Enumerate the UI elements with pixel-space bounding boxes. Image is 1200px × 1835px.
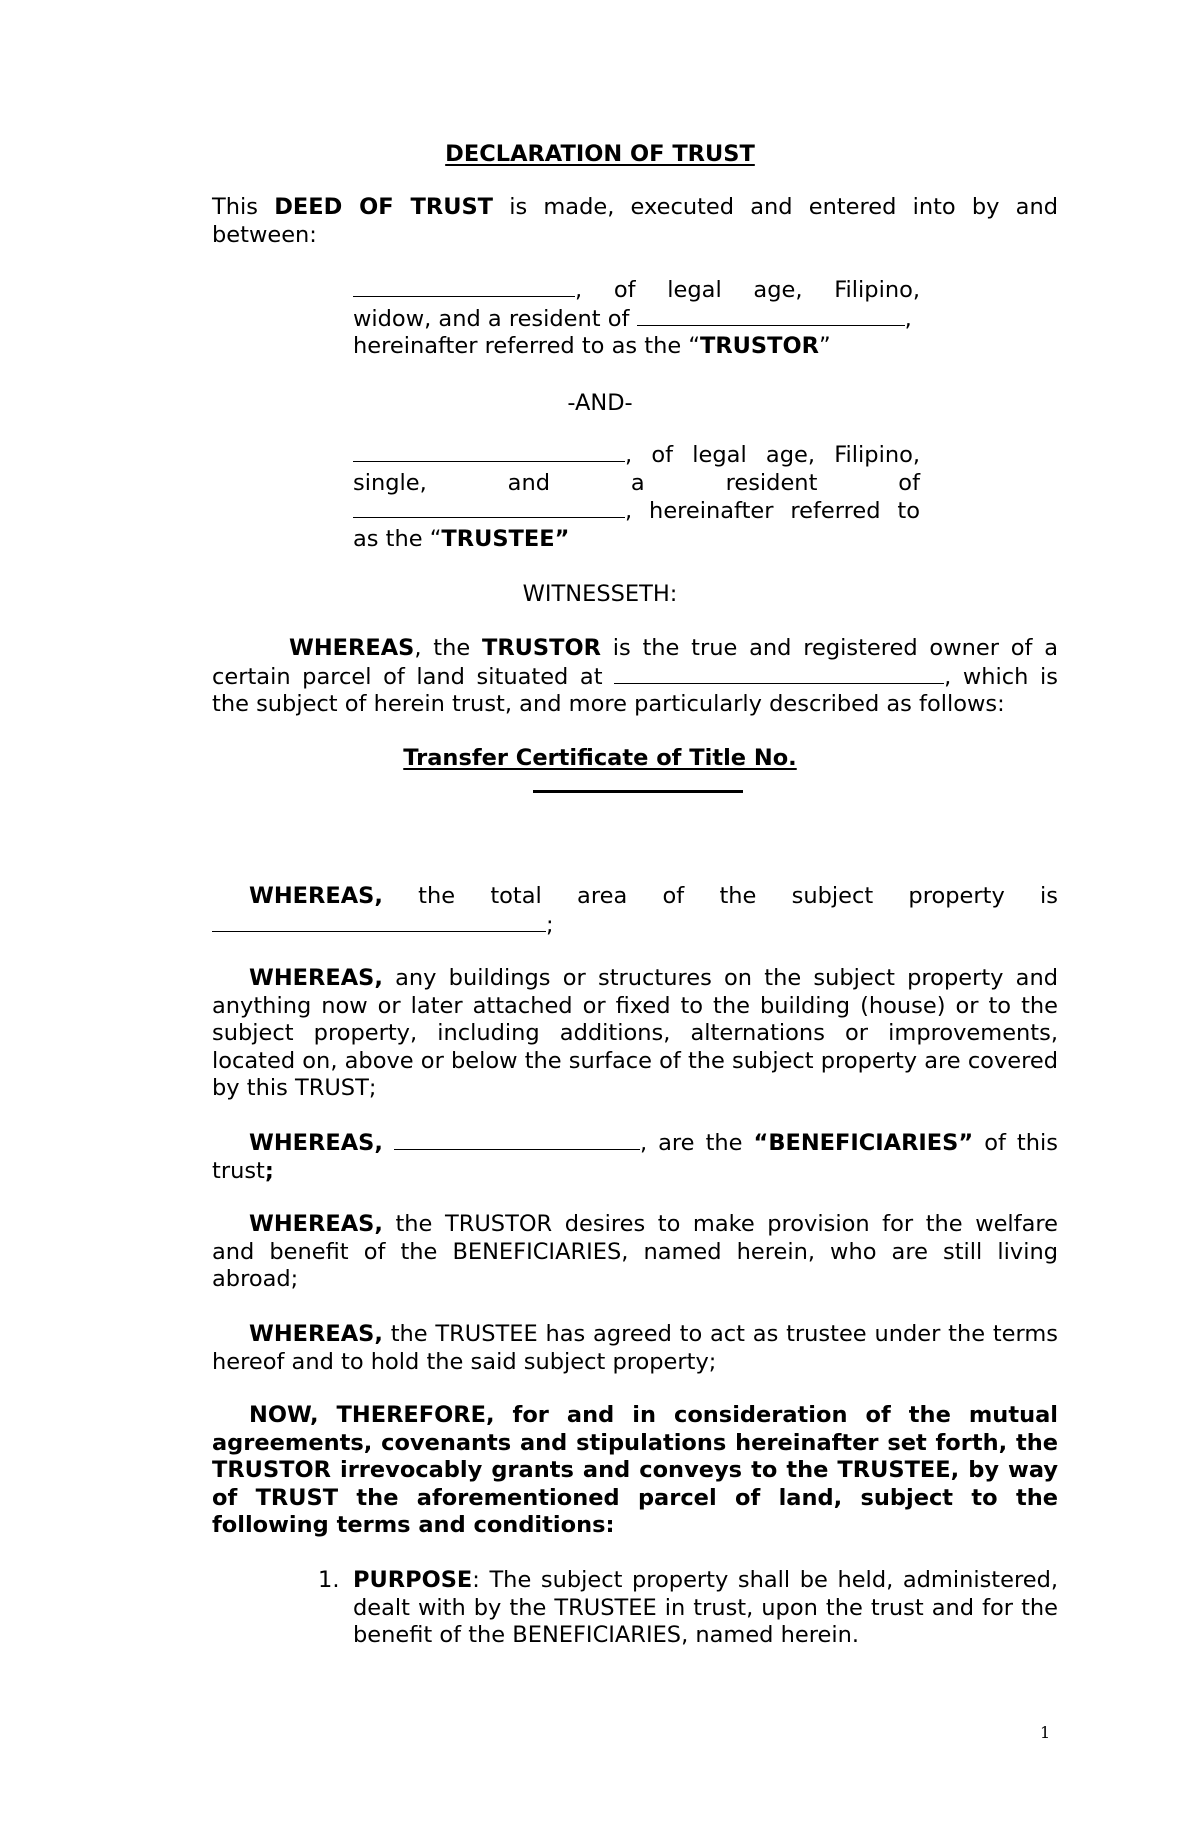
whereas-paragraph-3: WHEREAS, any buildings or structures on the subject property and anything now or later attached or fixed to the building (house) or to the subject property, including additions, alternations or improvements, located on, above or below the surface of the subject property are covered by this TRUST; (212, 965, 1059, 1101)
whereas-paragraph-1: WHEREAS, the TRUSTOR is the true and registered owner of a certain parcel of land situated at , which is the subject of herein trust, and more particularly described as follows: (212, 635, 1058, 717)
land-location-blank[interactable] (614, 663, 944, 684)
and-separator-wrap (0, 390, 1200, 418)
trustee-block: , of legal age, Filipino, single, and a resident of , hereinafter referred to as the “TRUSTEE” (353, 442, 920, 552)
item-1-paragraph: PURPOSE: The subject property shall be held, administered, dealt with by the TRUSTEE in trust, upon the trust and for the benefit of the BENEFICIARIES, named herein. (353, 1567, 1058, 1648)
now-therefore-paragraph: NOW, THEREFORE, for and in consideration of the mutual agreements, covenants and stipulations hereinafter set forth, the TRUSTOR irrevocably grants and conveys to the TRUSTEE, by way of TRUST the aforementioned parcel of land, subject to the following terms and conditions: (212, 1402, 1058, 1538)
whereas-paragraph-5: WHEREAS, the TRUSTOR desires to make provision for the welfare and benefit of the BENEFICIARIES, named herein, who are still living abroad; (212, 1211, 1058, 1292)
and-separator: -AND- (567, 390, 633, 416)
tct-heading-wrap (0, 745, 1200, 773)
whereas-paragraph-6: WHEREAS, the TRUSTEE has agreed to act as trustee under the terms hereof and to hold the said subject property; (212, 1321, 1059, 1375)
beneficiaries-blank[interactable] (394, 1129, 640, 1150)
trustee-name-blank[interactable] (353, 441, 625, 462)
total-area-blank[interactable] (212, 911, 546, 932)
page-number: 1 (1040, 1723, 1051, 1742)
tct-heading: Transfer Certificate of Title No. (403, 745, 797, 771)
tct-number-blank[interactable] (533, 790, 743, 793)
document-title: DECLARATION OF TRUST (445, 141, 755, 167)
item-1-label: PURPOSE (353, 1567, 473, 1593)
item-1-number: 1. (318, 1567, 340, 1593)
intro-paragraph: This DEED OF TRUST is made, executed and entered into by and between: (212, 194, 1058, 248)
whereas-paragraph-2: WHEREAS, the total area of the subject property is ; (212, 883, 1058, 939)
whereas-paragraph-4: WHEREAS, , are the “BENEFICIARIES” of this trust; (212, 1130, 1058, 1184)
trustee-term: TRUSTEE” (441, 525, 570, 552)
trustor-block: , of legal age, Filipino, widow, and a resident of , hereinafter referred to as the “TRUSTOR” (353, 277, 920, 359)
witnesseth-heading: WITNESSETH: (522, 581, 678, 607)
trustor-name-blank[interactable] (353, 276, 575, 297)
document-title-wrap (0, 141, 1200, 169)
witnesseth-wrap (0, 581, 1200, 609)
trustor-term: TRUSTOR (699, 333, 819, 359)
trustor-residence-blank[interactable] (637, 305, 905, 326)
deed-of-trust-term: DEED OF TRUST (274, 194, 494, 220)
trustee-residence-blank[interactable] (353, 497, 625, 518)
